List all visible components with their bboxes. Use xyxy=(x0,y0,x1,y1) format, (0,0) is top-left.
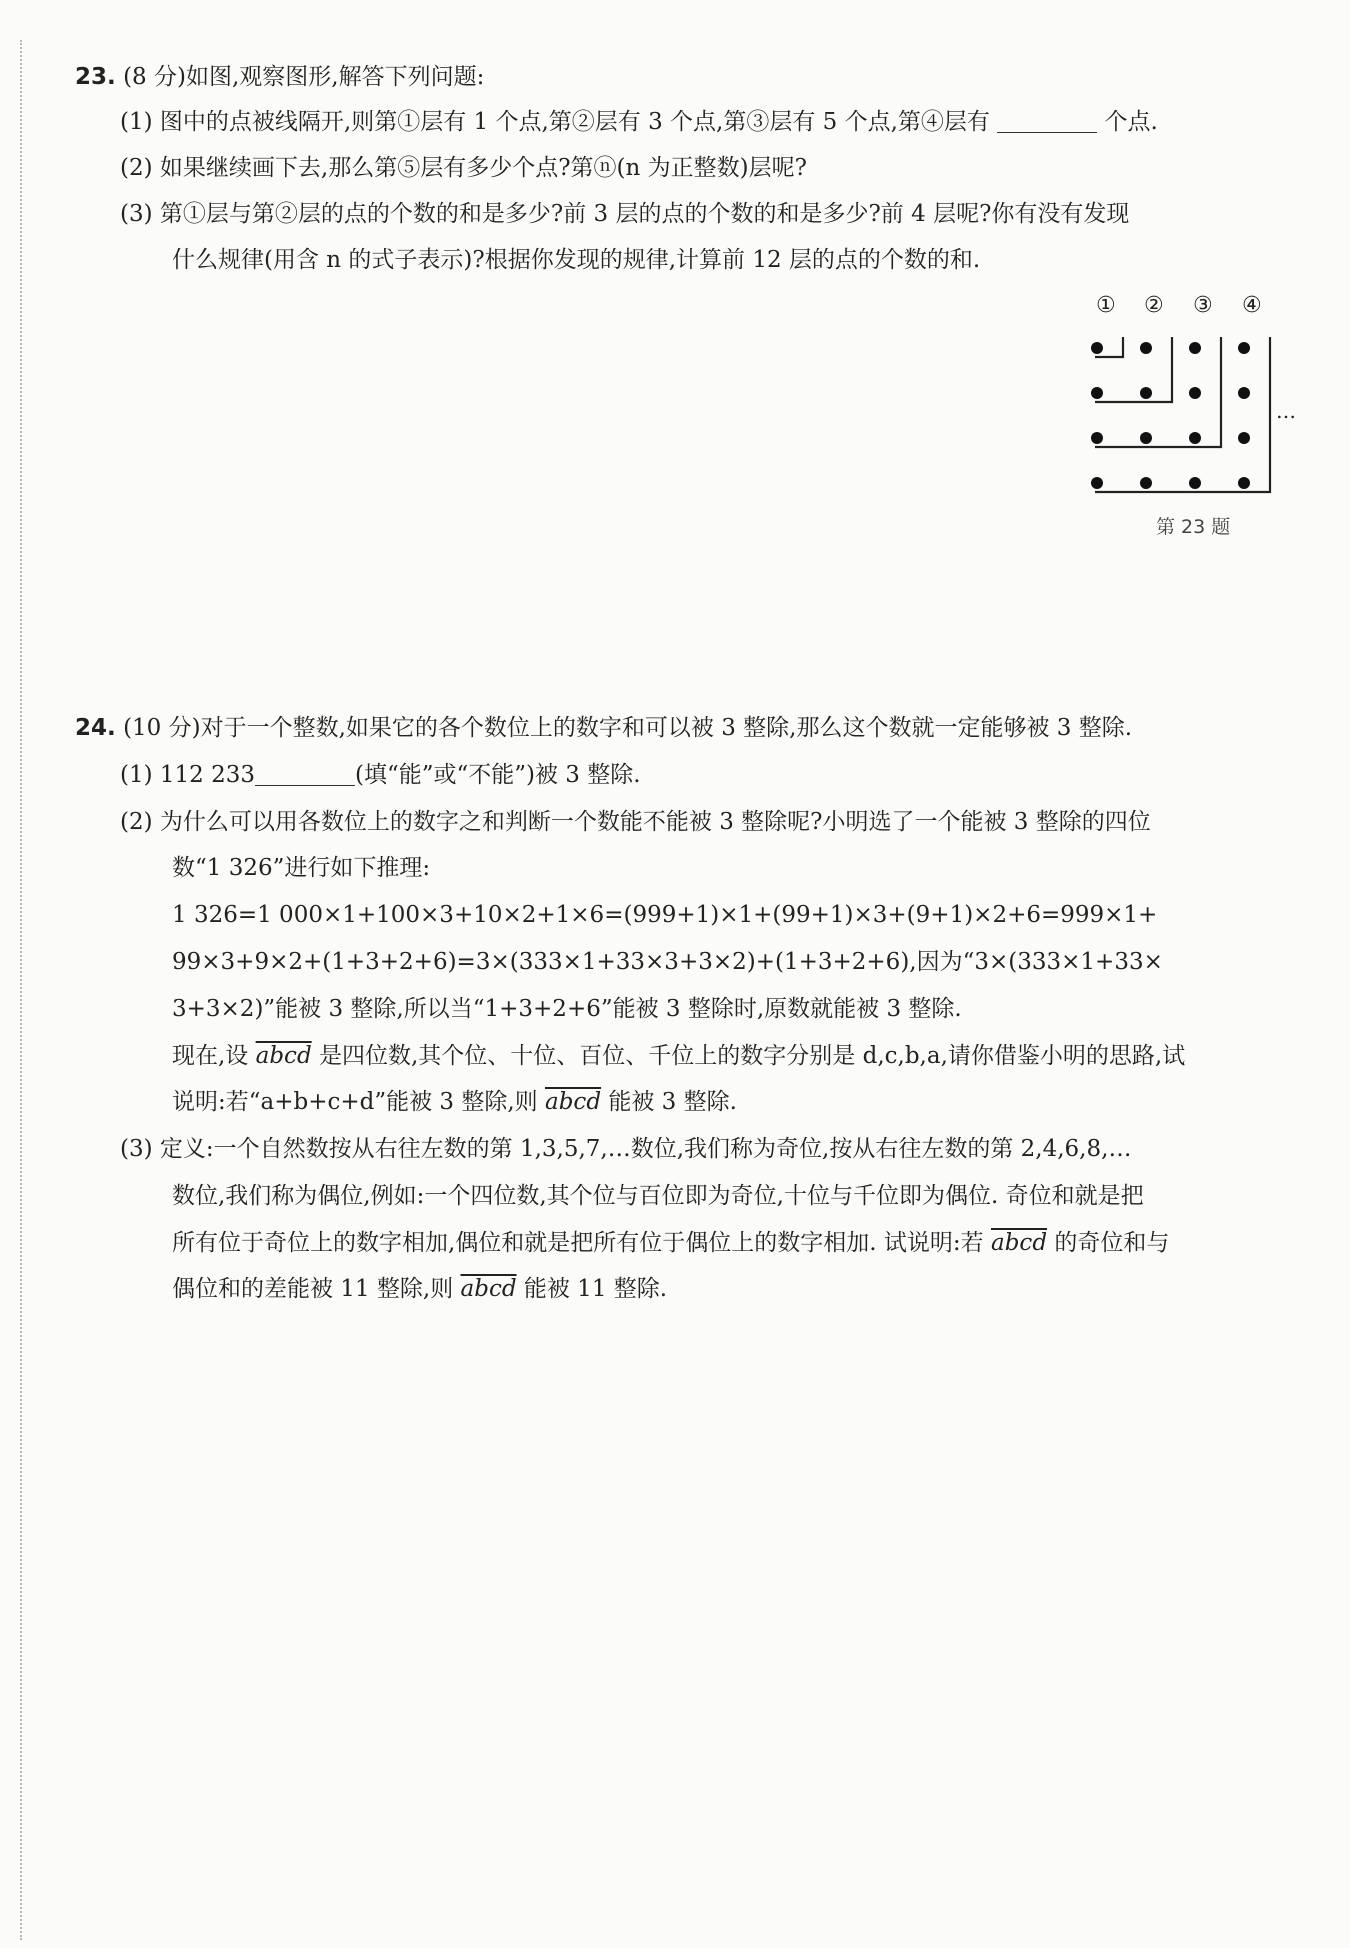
dot xyxy=(1189,342,1201,354)
q24-derivation-line3: 3+3×2)”能被 3 整除,所以当“1+3+2+6”能被 3 整除时,原数就能被 3 整除. xyxy=(172,996,962,1022)
dot xyxy=(1238,342,1250,354)
number-abcd: abcd xyxy=(545,1089,602,1115)
layer-label-2: ② xyxy=(1144,293,1164,318)
layer-separator-2 xyxy=(1095,337,1172,402)
dot xyxy=(1140,432,1152,444)
text-segment: 偶位和的差能被 11 整除,则 xyxy=(172,1276,454,1302)
dot xyxy=(1238,432,1250,444)
q24-number: 24. xyxy=(75,715,116,741)
q24-part1-number: (1) 112 233 xyxy=(120,762,256,788)
text-segment: 能被 11 整除. xyxy=(523,1276,668,1302)
dot xyxy=(1140,477,1152,489)
dot xyxy=(1189,477,1201,489)
dot xyxy=(1140,342,1152,354)
q24-part1-tail: (填“能”或“不能”)被 3 整除. xyxy=(355,762,641,788)
dot xyxy=(1238,477,1250,489)
q23-answer-blank[interactable] xyxy=(997,110,1097,133)
q23-heading xyxy=(75,62,484,92)
q23-part1 xyxy=(120,107,1158,137)
q24-intro: (10 分)对于一个整数,如果它的各个数位上的数字和可以被 3 整除,那么这个数就一定能够被 3 整除. xyxy=(123,715,1133,741)
text-segment: 的奇位和与 xyxy=(1054,1230,1170,1256)
q24-part2-task-line2 xyxy=(172,1087,737,1117)
dot-layers-figure xyxy=(1080,285,1300,510)
dot xyxy=(1091,387,1103,399)
dot xyxy=(1091,342,1103,354)
q23-part2: (2) 如果继续画下去,那么第⑤层有多少个点?第ⓝ(n 为正整数)层呢? xyxy=(120,155,807,181)
text-segment: 现在,设 xyxy=(172,1043,249,1069)
dot xyxy=(1189,387,1201,399)
layer-label-4: ④ xyxy=(1242,293,1262,318)
q24-heading xyxy=(75,713,1132,743)
q24-part3-line3 xyxy=(172,1228,1169,1258)
binding-margin-line xyxy=(20,40,22,1940)
number-abcd: abcd xyxy=(255,1043,312,1069)
text-segment: 说明:若“a+b+c+d”能被 3 整除,则 xyxy=(172,1089,538,1115)
q24-part1 xyxy=(120,760,641,790)
dot xyxy=(1140,387,1152,399)
q23-part1-tail: 个点. xyxy=(1104,109,1158,135)
q24-part3-line2: 数位,我们称为偶位,例如:一个四位数,其个位与百位即为奇位,十位与千位即为偶位. 奇位和就是把 xyxy=(172,1183,1144,1209)
number-abcd: abcd xyxy=(991,1230,1048,1256)
dot xyxy=(1091,477,1103,489)
text-segment: 是四位数,其个位、十位、百位、千位上的数字分别是 d,c,b,a,请你借鉴小明的思路,试 xyxy=(318,1043,1186,1069)
text-segment: 能被 3 整除. xyxy=(608,1089,737,1115)
q24-part2-task-line1 xyxy=(172,1041,1185,1071)
q23-part1-text: (1) 图中的点被线隔开,则第①层有 1 个点,第②层有 3 个点,第③层有 5 个点,第④层有 xyxy=(120,109,990,135)
q24-part2-line1: (2) 为什么可以用各数位上的数字之和判断一个数能不能被 3 整除呢?小明选了一个能被 3 整除的四位 xyxy=(120,809,1151,835)
figure-caption: 第 23 题 xyxy=(1156,516,1231,538)
dot xyxy=(1091,432,1103,444)
dot xyxy=(1189,432,1201,444)
q24-part3-line4 xyxy=(172,1274,667,1304)
q24-answer-blank[interactable] xyxy=(255,763,355,786)
layer-separator-3 xyxy=(1095,337,1221,447)
q24-part3-line1: (3) 定义:一个自然数按从右往左数的第 1,3,5,7,…数位,我们称为奇位,按从右往左数的第 2,4,6,8,… xyxy=(120,1136,1132,1162)
layer-label-1: ① xyxy=(1096,293,1116,318)
q23-number: 23. xyxy=(75,64,116,90)
figure-ellipsis: … xyxy=(1276,399,1296,423)
q23-intro: (8 分)如图,观察图形,解答下列问题: xyxy=(123,64,485,90)
layer-separator-4 xyxy=(1095,337,1270,492)
number-abcd: abcd xyxy=(460,1276,517,1302)
q24-part2-line2: 数“1 326”进行如下推理: xyxy=(172,855,431,881)
q24-derivation-line1: 1 326=1 000×1+100×3+10×2+1×6=(999+1)×1+(99+1)×3+(9+1)×2+6=999×1+ xyxy=(172,902,1158,928)
q23-part3-line1: (3) 第①层与第②层的点的个数的和是多少?前 3 层的点的个数的和是多少?前 4 层呢?你有没有发现 xyxy=(120,201,1130,227)
layer-label-3: ③ xyxy=(1193,293,1213,318)
q24-derivation-line2: 99×3+9×2+(1+3+2+6)=3×(333×1+33×3+3×2)+(1+3+2+6),因为“3×(333×1+33× xyxy=(172,949,1163,975)
text-segment: 所有位于奇位上的数字相加,偶位和就是把所有位于偶位上的数字相加. 试说明:若 xyxy=(172,1230,984,1256)
dot xyxy=(1238,387,1250,399)
q23-part3-line2: 什么规律(用含 n 的式子表示)?根据你发现的规律,计算前 12 层的点的个数的和. xyxy=(172,247,981,273)
